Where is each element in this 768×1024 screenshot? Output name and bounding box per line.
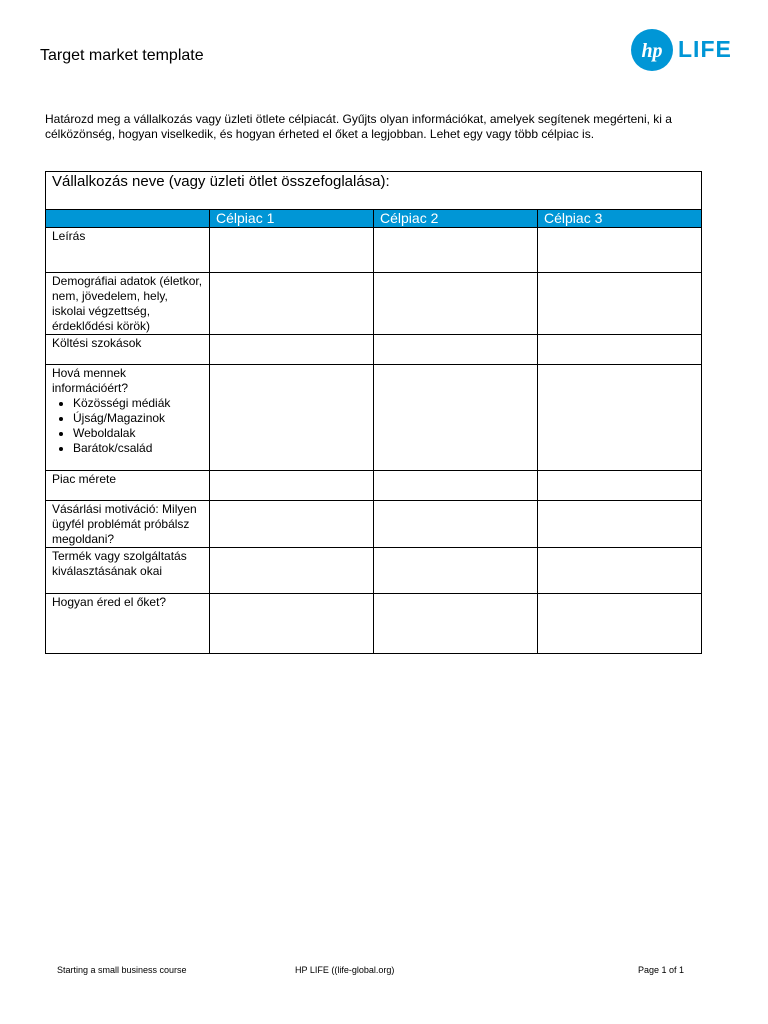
input-cell-celpiac-1[interactable] xyxy=(210,365,374,471)
row-label: Termék vagy szolgáltatás kiválasztásának okai xyxy=(52,549,187,578)
row-label-cell xyxy=(46,335,210,365)
input-cell-celpiac-2[interactable] xyxy=(374,335,538,365)
row-label-cell xyxy=(46,501,210,548)
row-label-cell xyxy=(46,365,210,471)
svg-text:hp: hp xyxy=(641,40,663,62)
row-label-cell xyxy=(46,273,210,335)
input-cell-celpiac-3[interactable] xyxy=(538,471,702,501)
target-market-table xyxy=(45,171,702,654)
row-label: Leírás xyxy=(52,229,86,243)
input-cell-celpiac-1[interactable] xyxy=(210,501,374,548)
bullet-item: • Újság/Magazinok xyxy=(73,411,203,426)
input-cell-celpiac-1[interactable] xyxy=(210,471,374,501)
table-row xyxy=(46,501,702,548)
table-row xyxy=(46,594,702,654)
column-header: Célpiac 3 xyxy=(538,210,702,228)
row-label-cell xyxy=(46,594,210,654)
intro-paragraph: Határozd meg a vállalkozás vagy üzleti ötlete célpiacát. Gyűjts olyan információkat, amelyek segítenek megérteni, ki a célközönség, hogyan viselkedik, és hogyan érheted el őket a legjobban. Lehet egy vagy több célpiac is. xyxy=(45,112,672,141)
input-cell-celpiac-2[interactable] xyxy=(374,548,538,594)
input-cell-celpiac-1[interactable] xyxy=(210,228,374,273)
hp-logo-icon xyxy=(630,28,674,72)
row-label: Költési szokások xyxy=(52,336,142,350)
footer-page-number: Page 1 of 1 xyxy=(638,965,685,975)
business-name-label: Vállalkozás neve (vagy üzleti ötlet összefoglalása): xyxy=(52,173,390,190)
input-cell-celpiac-2[interactable] xyxy=(374,594,538,654)
input-cell-celpiac-2[interactable] xyxy=(374,273,538,335)
input-cell-celpiac-2[interactable] xyxy=(374,471,538,501)
table-row xyxy=(46,273,702,335)
input-cell-celpiac-3[interactable] xyxy=(538,594,702,654)
table-row xyxy=(46,365,702,471)
hp-life-logo xyxy=(630,28,760,72)
business-name-field[interactable] xyxy=(46,172,702,210)
table-row xyxy=(46,548,702,594)
document-title: Target market template xyxy=(40,47,204,64)
row-label: Vásárlási motiváció: Milyen ügyfél problémát próbálsz megoldani? xyxy=(52,502,197,546)
footer-site: HP LIFE ((life-global.org) xyxy=(295,965,395,975)
bullet-item: • Weboldalak xyxy=(73,426,203,441)
row-label-cell xyxy=(46,228,210,273)
footer-course: Starting a small business course xyxy=(57,965,187,975)
input-cell-celpiac-1[interactable] xyxy=(210,548,374,594)
input-cell-celpiac-2[interactable] xyxy=(374,365,538,471)
bullet-list xyxy=(52,396,203,456)
input-cell-celpiac-1[interactable] xyxy=(210,594,374,654)
input-cell-celpiac-2[interactable] xyxy=(374,501,538,548)
row-label: Piac mérete xyxy=(52,472,117,486)
column-header: Célpiac 1 xyxy=(210,210,374,228)
logo-text: LIFE xyxy=(678,36,732,62)
table-row xyxy=(46,471,702,501)
row-label-cell xyxy=(46,548,210,594)
header-empty-cell xyxy=(46,210,210,228)
input-cell-celpiac-1[interactable] xyxy=(210,335,374,365)
input-cell-celpiac-3[interactable] xyxy=(538,548,702,594)
row-label: Hogyan éred el őket? xyxy=(52,595,167,609)
input-cell-celpiac-3[interactable] xyxy=(538,228,702,273)
input-cell-celpiac-3[interactable] xyxy=(538,335,702,365)
table-header-row xyxy=(46,210,702,228)
input-cell-celpiac-3[interactable] xyxy=(538,273,702,335)
row-label: Demográfiai adatok (életkor, nem, jövedelem, hely, iskolai végzettség, érdeklődési körök) xyxy=(52,274,203,333)
row-label: Hová mennek információért? xyxy=(52,366,129,395)
input-cell-celpiac-3[interactable] xyxy=(538,501,702,548)
bullet-item: • Közösségi médiák xyxy=(73,396,203,411)
row-label-cell xyxy=(46,471,210,501)
input-cell-celpiac-3[interactable] xyxy=(538,365,702,471)
input-cell-celpiac-2[interactable] xyxy=(374,228,538,273)
table-row xyxy=(46,335,702,365)
column-header: Célpiac 2 xyxy=(374,210,538,228)
bullet-item: • Barátok/család xyxy=(73,441,203,456)
input-cell-celpiac-1[interactable] xyxy=(210,273,374,335)
table-row xyxy=(46,228,702,273)
